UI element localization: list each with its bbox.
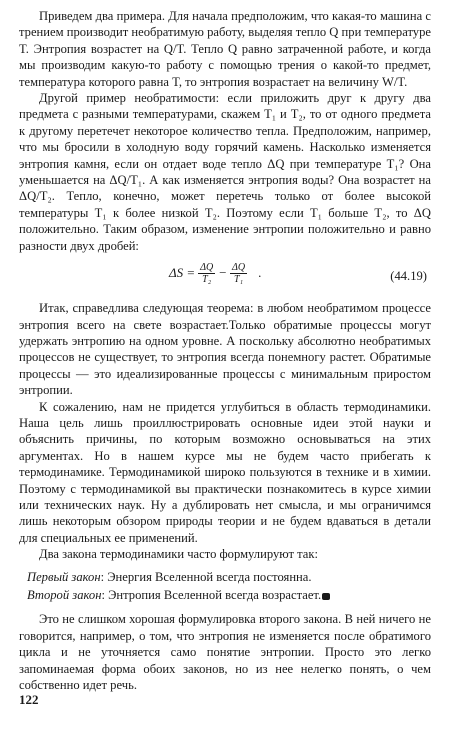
fraction-2-numerator: ΔQ [232,262,246,274]
fraction-1 [198,262,215,285]
first-law [19,569,431,585]
paragraph-4: К сожалению, нам не придется углубиться в область термодинамики. Наша цель лишь проиллюстрировать основные идеи этой науки и объяснить причины, по которым возможно основываться на этих аргументах. Но в нашем курсе мы не будем часто прибегать к термодинамике. Термодинамикой широко пользуются в технике и в химии. Поэтому с термодинамикой вы практически познакомитесь в курсе химии или технических наук. Ну а дублировать нет смысла, и мы ограничимся лишь некоторым обзором природы теории и не будем вдаваться в детали для специальных ее применений. [19,399,431,545]
fraction-1-denominator: T₂ [202,274,212,286]
first-law-text: : Энергия Вселенной всегда постоянна. [100,569,312,584]
equation-44-19 [19,258,431,294]
first-law-label: Первый закон [27,569,101,584]
equation-expression [169,262,261,285]
fraction-2-denominator: T₁ [234,274,244,286]
paragraph-1: Приведем два примера. Для начала предположим, что какая-то машина с трением производит необратимую работу, выделяя тепло Q при температуре T. Энтропия возрастет на Q/T. Тепло Q равно затраченной работе, и когда мы производим какую-то работу с помощью трения о какой-то предмет, температура которого равна T, то энтропия возрастает на величину W/T. [19,9,431,89]
paragraph-2: Другой пример необратимости: если приложить друг к другу два предмета с разными температурами, скажем T₁ и T₂, то от одного предмета к другому перетечет некоторое количество тепла. Предположим, например, что мы бросили в холодную воду горячий камень. Насколько изменяется энтропия камня, если он отдает воде тепло ΔQ при температуре T₁? Она уменьшается на ΔQ/T₁. А как изменяется энтропия воды? Она возрастет на ΔQ/T₂. Тепло, конечно, может перетечь только от более высокой температуры T₁ к более низкой T₂. Поэтому если T₁ больше T₂, то ΔQ положительно. Таким образом, изменение энтропии положительно и равно разности двух дробей: [19,91,431,253]
fraction-1-numerator: ΔQ [200,262,214,274]
equation-number: (44.19) [390,269,427,284]
paragraph-3: Итак, справедлива следующая теорема: в любом необратимом процессе энтропия всего на свете возрастает.Только обратимые процессы могут удержать энтропию на одном уровне. А поскольку абсолютно необратимых процессов не существует, то энтропия всегда понемногу растет. Обратимые процессы — это идеализированные процессы с минимальным приростом энтропии. [19,301,431,398]
equation-minus: − [218,265,228,281]
equation-lhs: ΔS = [169,265,196,281]
laws-list [19,569,431,604]
equation-period: . [258,265,262,281]
page-body [19,8,431,693]
second-law [19,587,431,603]
paragraph-6: Это не слишком хорошая формулировка второго закона. В ней ничего не говорится, например, о том, что энтропия не изменяется после обратимого цикла и не уточняется само понятие энтропии. Просто это легко запоминаемая форма обоих законов, но из нее нелегко понять, о чем собственно идет речь. [19,612,431,693]
end-mark-icon [322,593,330,600]
page-number: 122 [19,692,39,707]
second-law-label: Второй закон [27,588,102,602]
fraction-2 [230,262,247,285]
second-law-text: : Энтропия Вселенной всегда возрастает. [101,588,322,602]
paragraph-5: Два закона термодинамики часто формулируют так: [39,547,319,562]
